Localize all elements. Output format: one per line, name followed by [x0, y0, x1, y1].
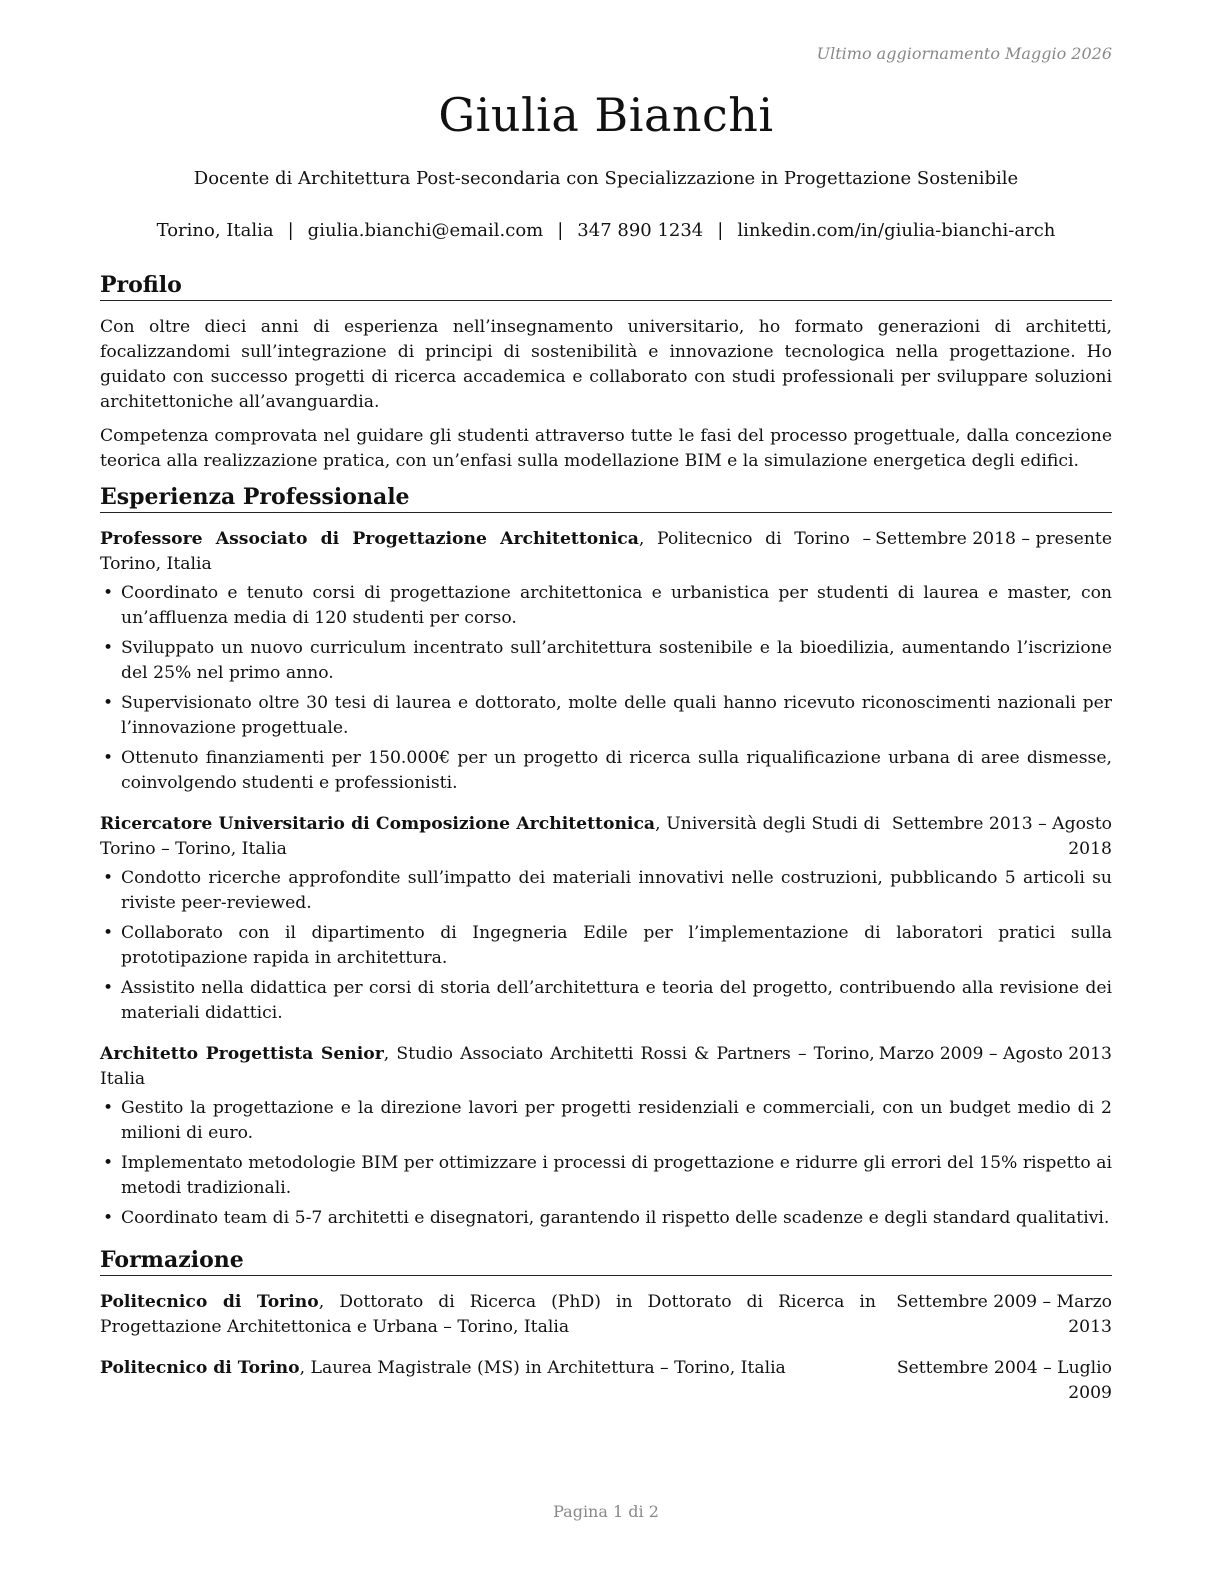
job-role: Architetto Progettista Senior — [100, 1044, 384, 1064]
job-bullets — [100, 1096, 1112, 1231]
resume-content — [100, 272, 1112, 1422]
job-dates: Marzo 2009 – Agosto 2013 — [878, 1044, 1112, 1064]
profile-section — [100, 272, 1112, 474]
job-bullets — [100, 581, 1112, 796]
job-entry — [100, 1042, 1112, 1231]
contact-separator: | — [287, 220, 294, 241]
job-role: Ricercatore Universitario di Composizione Architettonica — [100, 814, 656, 834]
bullet-icon: • — [103, 978, 114, 998]
job-header — [100, 1042, 1112, 1092]
education-entry — [100, 1356, 1112, 1406]
job-role: Professore Associato di Progettazione Architettonica — [100, 529, 639, 549]
bullet-item: • Coordinato e tenuto corsi di progettazione architettonica e urbanistica per studenti di laurea e master, con un’affluenza media di 120 studenti per corso. — [103, 583, 1112, 628]
contact-location: Torino, Italia — [156, 220, 274, 241]
degree-detail: , Laurea Magistrale (MS) in Architettura – Torino, Italia — [299, 1358, 786, 1378]
bullet-icon: • — [103, 748, 114, 768]
job-org: , Studio Associato Architetti Rossi & Partners – Torino, Italia — [100, 1044, 875, 1089]
job-entry — [100, 527, 1112, 796]
job-bullets — [100, 866, 1112, 1026]
bullet-item: • Supervisionato oltre 30 tesi di laurea e dottorato, molte delle quali hanno ricevuto riconoscimenti nazionali per l’innovazione progettuale. — [103, 693, 1112, 738]
bullet-item: • Gestito la progettazione e la direzione lavori per progetti residenziali e commerciali, con un budget medio di 2 milioni di euro. — [103, 1098, 1112, 1143]
bullet-icon: • — [103, 868, 114, 888]
contact-email[interactable]: giulia.bianchi@email.com — [307, 220, 544, 241]
bullet-icon: • — [103, 1208, 114, 1228]
section-title-education: Formazione — [100, 1247, 1112, 1276]
education-dates: Settembre 2004 – Luglio 2009 — [896, 1358, 1112, 1403]
job-title: Docente di Architettura Post-secondaria con Specializzazione in Progettazione Sostenibile — [193, 168, 1019, 189]
school-name: Politecnico di Torino — [100, 1292, 319, 1312]
bullet-icon: • — [103, 923, 114, 943]
bullet-icon: • — [103, 693, 114, 713]
person-name: Giulia Bianchi — [438, 88, 774, 142]
contact-separator: | — [557, 220, 564, 241]
bullet-item: • Implementato metodologie BIM per ottimizzare i processi di progettazione e ridurre gli errori del 15% rispetto ai metodi tradizionali. — [103, 1153, 1112, 1198]
degree-detail: , Dottorato di Ricerca (PhD) in Dottorato di Ricerca in Progettazione Architettonica e Urbana – Torino, Italia — [100, 1292, 876, 1337]
contact-phone[interactable]: 347 890 1234 — [577, 220, 704, 241]
section-title-experience: Esperienza Professionale — [100, 484, 1112, 513]
bullet-item: • Collaborato con il dipartimento di Ingegneria Edile per l’implementazione di laboratori pratici sulla prototipazione rapida in architettura. — [103, 923, 1112, 968]
profile-paragraph: Competenza comprovata nel guidare gli studenti attraverso tutte le fasi del processo progettuale, dalla concezione teorica alla realizzazione pratica, con un’enfasi sulla modellazione BIM e la simulazione energetica degli edifici. — [100, 426, 1112, 471]
job-org: , Università degli Studi di Torino – Torino, Italia — [100, 814, 881, 859]
bullet-item: • Coordinato team di 5-7 architetti e disegnatori, garantendo il rispetto delle scadenze e degli standard qualitativi. — [100, 1206, 1112, 1231]
bullet-item: • Condotto ricerche approfondite sull’impatto dei materiali innovativi nelle costruzioni, pubblicando 5 articoli su riviste peer-reviewed. — [103, 868, 1112, 913]
bullet-item: • Assistito nella didattica per corsi di storia dell’architettura e teoria del progetto, contribuendo alla revisione dei materiali didattici. — [103, 978, 1112, 1023]
job-org: , Politecnico di Torino – Torino, Italia — [100, 529, 872, 574]
education-dates: Settembre 2009 – Marzo 2013 — [896, 1292, 1112, 1337]
last-updated: Ultimo aggiornamento Maggio 2026 — [816, 44, 1112, 63]
bullet-item: • Sviluppato un nuovo curriculum incentrato sull’architettura sostenibile e la bioedilizia, aumentando l’iscrizione del 25% nel primo anno. — [103, 638, 1112, 683]
contact-line — [100, 220, 1112, 241]
page-number: Pagina 1 di 2 — [553, 1502, 659, 1521]
education-entry — [100, 1290, 1112, 1340]
contact-separator: | — [717, 220, 724, 241]
bullet-item: • Ottenuto finanziamenti per 150.000€ per un progetto di ricerca sulla riqualificazione urbana di aree dismesse, coinvolgendo studenti e professionisti. — [103, 748, 1112, 793]
bullet-icon: • — [103, 638, 114, 658]
resume-page — [100, 0, 1112, 1584]
contact-linkedin[interactable]: linkedin.com/in/giulia-bianchi-arch — [737, 220, 1056, 241]
bullet-icon: • — [103, 583, 114, 603]
section-title-profile: Profilo — [100, 272, 1112, 301]
job-header — [100, 812, 1112, 862]
job-entry — [100, 812, 1112, 1026]
job-header — [100, 527, 1112, 577]
experience-section — [100, 484, 1112, 1231]
profile-paragraph: Con oltre dieci anni di esperienza nell’insegnamento universitario, ho formato generazioni di architetti, focalizzandomi sull’integrazione di principi di sostenibilità e innovazione tecnologica nella progettazione. Ho guidato con successo progetti di ricerca accademica e collaborato con studi professionali per sviluppare soluzioni architettoniche all’avanguardia. — [100, 317, 1112, 412]
bullet-icon: • — [103, 1098, 114, 1118]
bullet-icon: • — [103, 1153, 114, 1173]
school-name: Politecnico di Torino — [100, 1358, 300, 1378]
education-section — [100, 1247, 1112, 1406]
job-dates: Settembre 2013 – Agosto 2018 — [891, 814, 1112, 859]
job-dates: Settembre 2018 – presente — [875, 529, 1112, 549]
